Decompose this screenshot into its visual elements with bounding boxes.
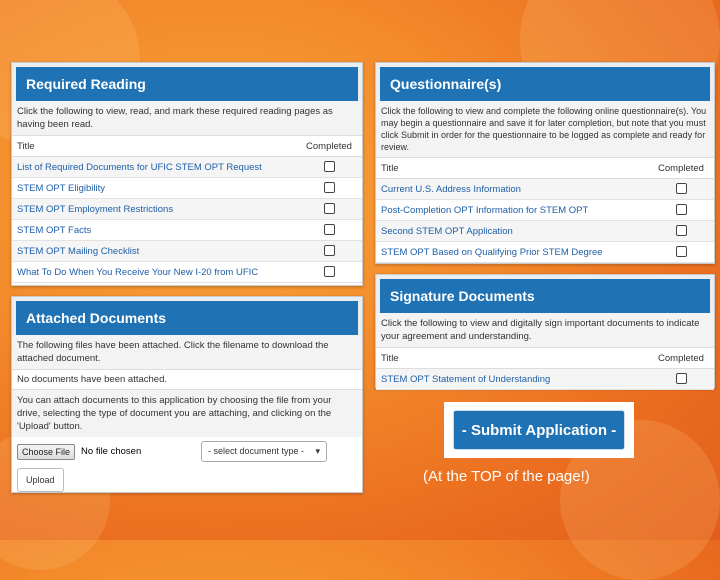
attach-instructions: You can attach documents to this application by choosing the file from your drive, selecting the type of document you are attaching, and clicking on the 'Upload' button. bbox=[12, 390, 362, 437]
column-title: Title bbox=[376, 348, 648, 369]
completed-checkbox[interactable] bbox=[324, 224, 335, 235]
table-row bbox=[12, 262, 362, 283]
file-picker-row bbox=[12, 437, 362, 466]
reading-link-employment-restrictions[interactable]: STEM OPT Employment Restrictions bbox=[17, 203, 174, 215]
column-completed: Completed bbox=[648, 158, 714, 179]
column-completed: Completed bbox=[296, 136, 362, 157]
table-row bbox=[12, 157, 362, 178]
questionnaire-link-second-stem-opt[interactable]: Second STEM OPT Application bbox=[381, 225, 513, 237]
upload-button[interactable]: Upload bbox=[17, 468, 64, 492]
no-documents-text: No documents have been attached. bbox=[12, 370, 362, 390]
submit-application-frame bbox=[444, 402, 634, 458]
reading-link-mailing-checklist[interactable]: STEM OPT Mailing Checklist bbox=[17, 245, 140, 257]
document-type-select-value: - select document type - bbox=[208, 446, 305, 456]
completed-checkbox[interactable] bbox=[324, 182, 335, 193]
reading-link-eligibility[interactable]: STEM OPT Eligibility bbox=[17, 182, 105, 194]
table-row bbox=[376, 179, 714, 200]
attached-documents-description: The following files have been attached. Click the filename to download the attached document. bbox=[12, 335, 362, 370]
reading-link-required-documents[interactable]: List of Required Documents for UFIC STEM OPT Request bbox=[17, 161, 262, 173]
signature-link-statement-of-understanding[interactable]: STEM OPT Statement of Understanding bbox=[381, 373, 551, 385]
table-row bbox=[376, 369, 714, 390]
signature-documents-header: Signature Documents bbox=[376, 275, 714, 313]
signature-documents-table bbox=[376, 348, 714, 390]
table-row bbox=[12, 178, 362, 199]
table-row bbox=[376, 200, 714, 221]
completed-checkbox[interactable] bbox=[676, 225, 687, 236]
top-of-page-note: (At the TOP of the page!) bbox=[423, 468, 590, 485]
questionnaires-header: Questionnaire(s) bbox=[376, 63, 714, 101]
caret-down-icon: ▾ bbox=[315, 446, 320, 456]
questionnaires-table bbox=[376, 158, 714, 263]
table-row bbox=[12, 241, 362, 262]
required-reading-description: Click the following to view, read, and mark these required reading pages as having been read. bbox=[12, 101, 362, 136]
completed-checkbox[interactable] bbox=[324, 245, 335, 256]
questionnaire-link-post-completion-opt[interactable]: Post-Completion OPT Information for STEM OPT bbox=[381, 204, 589, 216]
table-row bbox=[376, 221, 714, 242]
reading-link-new-i20[interactable]: What To Do When You Receive Your New I-20 from UFIC bbox=[17, 266, 259, 278]
questionnaire-link-us-address[interactable]: Current U.S. Address Information bbox=[381, 183, 521, 195]
questionnaires-description: Click the following to view and complete the following online questionnaire(s). You may begin a questionnaire and save it for later completion, but note that you must click Submit in order for the questionnaire to be logged as complete and ready for review. bbox=[376, 101, 714, 158]
column-title: Title bbox=[12, 136, 296, 157]
submit-application-button[interactable]: - Submit Application - bbox=[453, 410, 625, 450]
document-type-select[interactable] bbox=[201, 441, 327, 462]
no-file-chosen-text: No file chosen bbox=[81, 446, 142, 457]
completed-checkbox[interactable] bbox=[324, 161, 335, 172]
table-row bbox=[376, 242, 714, 263]
attached-documents-panel bbox=[11, 296, 363, 493]
completed-checkbox[interactable] bbox=[324, 266, 335, 277]
choose-file-button[interactable]: Choose File bbox=[17, 444, 75, 460]
column-completed: Completed bbox=[648, 348, 714, 369]
signature-documents-description: Click the following to view and digitally sign important documents to indicate your agreement and understanding. bbox=[376, 313, 714, 348]
completed-checkbox[interactable] bbox=[324, 203, 335, 214]
attached-documents-header: Attached Documents bbox=[12, 297, 362, 335]
column-title: Title bbox=[376, 158, 648, 179]
completed-checkbox[interactable] bbox=[676, 204, 687, 215]
required-reading-panel bbox=[11, 62, 363, 286]
required-reading-header: Required Reading bbox=[12, 63, 362, 101]
completed-checkbox[interactable] bbox=[676, 246, 687, 257]
required-reading-table bbox=[12, 136, 362, 283]
completed-checkbox[interactable] bbox=[676, 183, 687, 194]
table-row bbox=[12, 199, 362, 220]
table-row bbox=[12, 220, 362, 241]
signature-documents-panel bbox=[375, 274, 715, 388]
questionnaire-link-prior-stem-degree[interactable]: STEM OPT Based on Qualifying Prior STEM Degree bbox=[381, 246, 603, 258]
completed-checkbox[interactable] bbox=[676, 373, 687, 384]
questionnaires-panel bbox=[375, 62, 715, 264]
reading-link-facts[interactable]: STEM OPT Facts bbox=[17, 224, 92, 236]
